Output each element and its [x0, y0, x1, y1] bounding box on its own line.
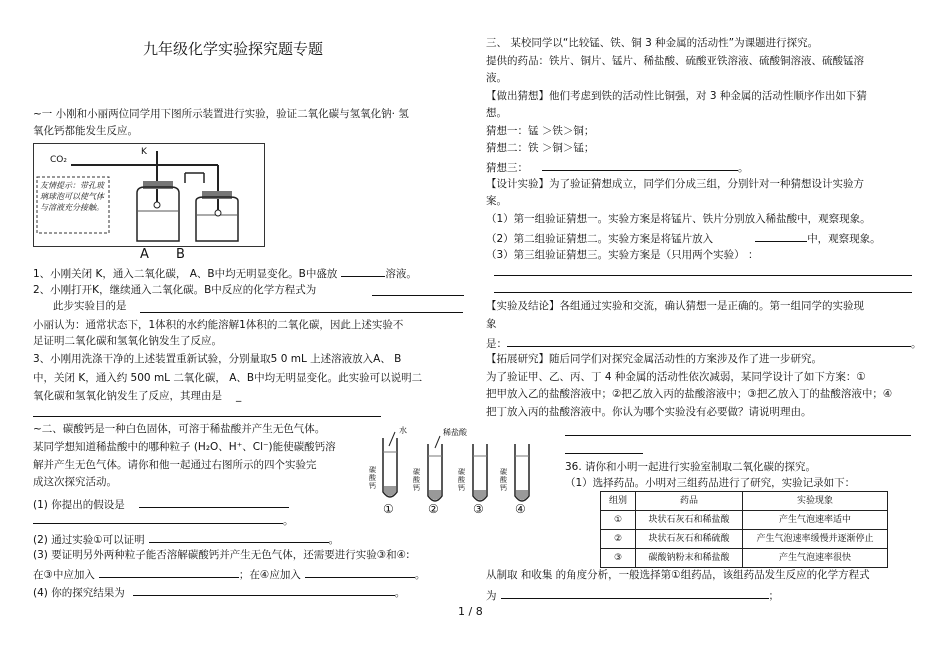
- q3-line3: 液。: [486, 72, 507, 84]
- q36-line4: [486, 587, 779, 603]
- design-group2-text: （2）第二组验证猜想二。实验方案是将锰片放入: [486, 233, 714, 245]
- bottle-b-label: B: [176, 247, 185, 262]
- q2-line2: 某同学想知道稀盐酸中的哪种粒子 (H₂O、H⁺、Cl⁻)能使碳酸钙溶: [33, 441, 336, 453]
- q2-part2-text: (2) 通过实验①可以证明: [33, 534, 145, 546]
- q1-part3-line2: 中，关闭 K，通入约 500 mL 二氧化碳， A、B中均无明显变化。此实验可以说明二: [33, 372, 423, 384]
- q1-xiaoli-line1: 小丽认为：通常状态下，1体积的水约能溶解1体积的二氧化碳，因此上述实验不: [33, 319, 404, 331]
- tube-acid-label: 稀盐酸: [443, 428, 467, 437]
- extension-line4: 把丁放入丙的盐酸溶液中。你认为哪个实验没有必要做？请说明理由。: [486, 406, 812, 418]
- table-row: [601, 549, 888, 568]
- table-cell: 产生气泡速率适中: [743, 511, 888, 530]
- table-cell: ③: [601, 549, 636, 568]
- q36-equation-blank: [501, 587, 769, 599]
- tube1-solid-label: 碳酸钙: [369, 466, 376, 490]
- extension-line3: 把甲放入乙的盐酸溶液中；②把乙放入丙的盐酸溶液中；③把乙放入丁的盐酸溶液中；④: [486, 388, 893, 400]
- q3-line2: 提供的药品：铁片、铜片、锰片、稀盐酸、硫酸亚铁溶液、硫酸铜溶液、硫酸锰溶: [486, 55, 864, 67]
- design-group2: [486, 230, 881, 246]
- table-cell: 块状石灰石和稀硫酸: [636, 530, 743, 549]
- q36-line1: 36. 请你和小明一起进行实验室制取二氧化碳的探究。: [565, 461, 817, 473]
- q1-part3-answer-line: [33, 416, 381, 417]
- apparatus-hint-note: 友情提示：带孔玻璃球泡可以使气体与溶液充分接触。: [40, 181, 104, 212]
- q3-hypothesis-line1: 【做出猜想】他们考虑到铁的活动性比铜强，对 3 种金属的活动性顺序作出如下猜: [486, 90, 867, 102]
- table-cell: ②: [601, 530, 636, 549]
- q1-part3-reason: 氧化碳和氢氧化钠发生了反应，其理由是: [33, 390, 222, 402]
- q2-part3-line1: (3) 要证明另外两种粒子能否溶解碳酸钙并产生无色气体，还需要进行实验③和④:: [33, 549, 410, 561]
- q2-line4: 成这次探究活动。: [33, 476, 117, 488]
- table-row: [601, 511, 888, 530]
- q1-part1: [33, 265, 417, 281]
- table-cell: ①: [601, 511, 636, 530]
- q1-part2-purpose: 此步实验目的是: [53, 300, 127, 312]
- q2-part1: [33, 496, 289, 512]
- q2-part3-blank4: [305, 566, 415, 578]
- q1-part1-end: 溶液。: [385, 268, 417, 280]
- q1-xiaoli-line2: 足证明二氧化碳和氢氧化钠发生了反应。: [33, 335, 222, 347]
- tube3-solid-label: 碳酸钙: [458, 468, 465, 492]
- q1-part2-blank: [372, 295, 464, 296]
- table-cell: 块状石灰石和稀盐酸: [636, 511, 743, 530]
- guess-three-blank: [542, 159, 738, 171]
- tube1-number: ①: [383, 502, 394, 516]
- q2-part4-text: (4) 你的探究结果为: [33, 587, 125, 599]
- design-group2-blank: [755, 230, 807, 242]
- q36-line2: （1）选择药品。小明对三组药品进行了研究，实验记录如下：: [565, 477, 856, 489]
- q36-line3: 从制取 和收集 的角度分析，一般选择第①组药品，该组药品发生反应的化学方程式: [486, 569, 870, 581]
- q2-part3-line2: [33, 566, 425, 582]
- q1-part1-text: 1、小刚关闭 K，通入二氧化碳， A、B中均无明显变化。B中盛放: [33, 268, 338, 280]
- design-line1: 【设计实验】为了验证猜想成立，同学们分成三组，分别针对一种猜想设计实验方: [486, 178, 864, 190]
- tube4-number: ④: [515, 502, 526, 516]
- design-group3: （3）第三组验证猜想三。实验方案是（只用两个实验） ：: [486, 249, 759, 261]
- tube2-solid-label: 碳酸钙: [413, 468, 420, 492]
- page-title: 九年级化学实验探究题专题: [143, 40, 324, 58]
- table-header-phenomenon: 实验现象: [743, 492, 888, 511]
- q2-line1: ~二、碳酸钙是一种白色固体，可溶于稀盐酸并产生无色气体。: [33, 423, 326, 435]
- q2-part4-end: 。: [394, 587, 406, 599]
- q2-part4-blank: [133, 584, 395, 596]
- q2-line3: 解并产生无色气体。请你和他一起通过右图所示的四个实验完: [33, 459, 317, 471]
- q1-part3-line1: 3、小刚用洗涤干净的上述装置重新试验，分别量取5 0 mL 上述溶液放入A、 B: [33, 353, 402, 365]
- q2-part2-blank: [149, 531, 329, 543]
- table-cell: 产生气泡速率缓慢并逐渐停止: [743, 530, 888, 549]
- table-cell: 产生气泡速率很快: [743, 549, 888, 568]
- tube-water-label: 水: [399, 426, 407, 435]
- page-indicator: 1 / 8: [458, 605, 483, 618]
- q1-part1-blank: [341, 265, 385, 277]
- q2-part4: [33, 584, 405, 600]
- valve-k-label: K: [141, 147, 147, 157]
- q1-part3-line3: [33, 389, 241, 403]
- q1-part2: 2、小刚打开K，继续通入二氧化碳。B中反应的化学方程式为: [33, 284, 317, 296]
- conclusion-label: 是：: [486, 338, 507, 350]
- q2-part2-end: 。: [328, 534, 340, 546]
- q36-equation-label: 为: [486, 590, 497, 602]
- conclusion-line3: [486, 335, 922, 351]
- q1-part2-purpose-blank: [140, 312, 463, 313]
- reagent-experiment-table: [600, 491, 888, 568]
- q2-part1-blank: [139, 496, 289, 508]
- table-header-reagent: 药品: [636, 492, 743, 511]
- q36-equation-end: ；: [768, 590, 779, 602]
- q2-part3-blank3: [99, 566, 239, 578]
- q1-intro-line1: ~一 小刚和小丽两位同学用下图所示装置进行实验，验证二氧化碳与氢氧化钠· 氢: [33, 108, 409, 120]
- conclusion-blank: [507, 335, 911, 347]
- extension-answer-line2: [565, 453, 643, 454]
- table-cell: 碳酸钠粉末和稀盐酸: [636, 549, 743, 568]
- table-header-row: [601, 492, 888, 511]
- design-group2-end: 中，观察现象。: [807, 233, 881, 245]
- tube2-number: ②: [428, 502, 439, 516]
- bottle-a-label: A: [140, 247, 149, 262]
- q2-part1-end: 。: [283, 515, 294, 527]
- guess-three: [486, 159, 749, 175]
- q2-part1-cont: [33, 512, 294, 528]
- q1-part3-mark: _: [236, 390, 242, 402]
- extension-line2: 为了验证甲、乙、丙、丁 4 种金属的活动性依次减弱，某同学设计了如下方案：①: [486, 371, 866, 383]
- q2-part1-blank2: [33, 512, 283, 524]
- q3-hypothesis-line2: 想。: [486, 107, 507, 119]
- q2-part2: [33, 531, 339, 547]
- tube3-number: ③: [473, 502, 484, 516]
- guess-two: 猜想二：铁 ＞铜＞锰；: [486, 142, 595, 154]
- table-row: [601, 530, 888, 549]
- q2-part3-end: 。: [414, 569, 426, 581]
- extension-line1: 【拓展研究】随后同学们对探究金属活动性的方案涉及作了进一步研究。: [486, 353, 822, 365]
- guess-three-text: 猜想三：: [486, 162, 528, 174]
- design-line2: 案。: [486, 195, 507, 207]
- guess-three-end: 。: [738, 162, 749, 174]
- conclusion-end: 。: [911, 338, 922, 350]
- extension-answer-line: [565, 435, 911, 436]
- tube4-solid-label: 碳酸钙: [500, 468, 507, 492]
- design-group3-answer-line2: [494, 292, 912, 293]
- q2-part1-text: (1) 你提出的假设是: [33, 499, 125, 511]
- guess-one: 猜想一：锰 ＞铁＞铜；: [486, 125, 595, 137]
- design-group1: （1）第一组验证猜想一。实验方案是将锰片、铁片分别放入稀盐酸中，观察现象。: [486, 213, 871, 225]
- q2-part3-in3: 在③中应加入: [33, 569, 95, 581]
- design-group3-answer-line: [494, 275, 912, 276]
- table-header-group: 组别: [601, 492, 636, 511]
- q2-part3-in4: ；在④应加入: [238, 569, 301, 581]
- co2-inlet-label: CO₂: [50, 155, 67, 165]
- q1-intro-line2: 氧化钙都能发生反应。: [33, 125, 138, 137]
- conclusion-line2: 象: [486, 318, 497, 330]
- q3-line1: 三、 某校同学以“比较锰、铁、铜 3 种金属的活动性”为课题进行探究。: [486, 37, 819, 49]
- conclusion-line1: 【实验及结论】各组通过实验和交流，确认猜想一是正确的。第一组同学的实验现: [486, 300, 864, 312]
